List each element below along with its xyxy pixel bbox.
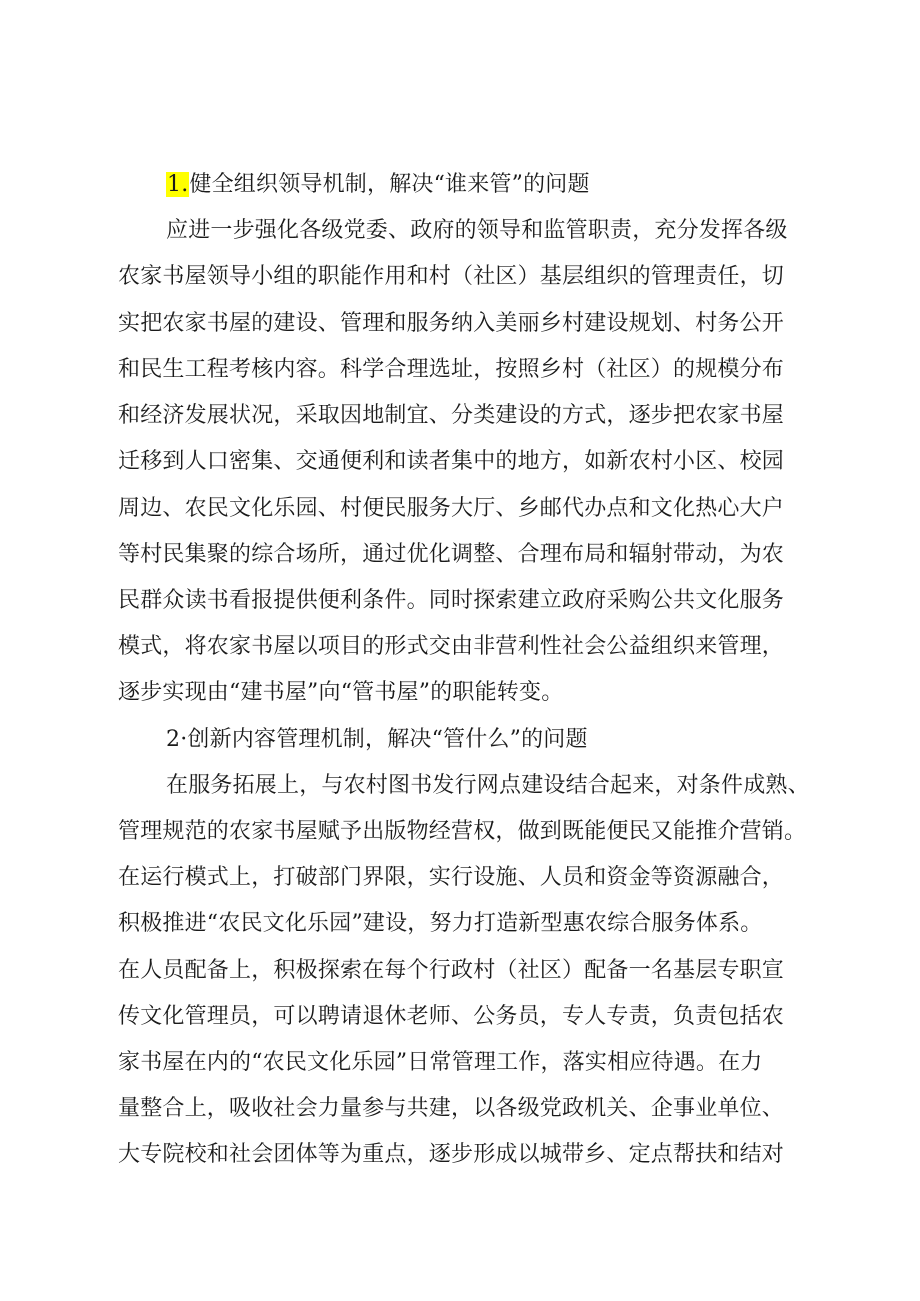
paragraph-line: 大专院校和社会团体等为重点，逐步形成以城带乡、定点帮扶和结对 <box>118 1142 785 1167</box>
paragraph-line: 管理规范的农家书屋赋予出版物经营权，做到既能便民又能推介营销。 <box>118 819 807 844</box>
paragraph-line: 在服务拓展上，与农村图书发行网点建设结合起来，对条件成熟、 <box>166 773 810 798</box>
paragraph-line: 传文化管理员，可以聘请退休老师、公务员，专人专责，负责包括农 <box>118 1004 785 1029</box>
section1-title: 健全组织领导机制，解决“谁来管”的问题 <box>189 172 590 197</box>
paragraph-line: 等村民集聚的综合场所，通过优化调整、合理布局和辐射带动，为农 <box>118 542 785 567</box>
paragraph-line: 家书屋在内的“农民文化乐园”日常管理工作，落实相应待遇。在力 <box>118 1050 763 1075</box>
paragraph-line: 逐步实现由“建书屋”向“管书屋”的职能转变。 <box>118 680 564 705</box>
section1-heading <box>166 170 866 200</box>
paragraph-line: 和民生工程考核内容。科学合理选址，按照乡村（社区）的规模分布 <box>118 357 785 382</box>
paragraph-line: 积极推进“农民文化乐园”建设，努力打造新型惠农综合服务体系。 <box>118 911 763 936</box>
paragraph-line: 量整合上，吸收社会力量参与共建，以各级党政机关、企事业单位、 <box>118 1096 785 1121</box>
paragraph-line: 周边、农民文化乐园、村便民服务大厅、乡邮代办点和文化热心大户 <box>118 496 785 521</box>
paragraph-line: 农家书屋领导小组的职能作用和村（社区）基层组织的管理责任，切 <box>118 264 785 289</box>
paragraph-line: 民群众读书看报提供便利条件。同时探索建立政府采购公共文化服务 <box>118 588 785 613</box>
paragraph-line: 迁移到人口密集、交通便利和读者集中的地方，如新农村小区、校园 <box>118 449 785 474</box>
paragraph-line: 实把农家书屋的建设、管理和服务纳入美丽乡村建设规划、村务公开 <box>118 311 785 336</box>
paragraph-line: 应进一步强化各级党委、政府的领导和监管职责，充分发挥各级 <box>166 218 788 243</box>
paragraph-line: 模式，将农家书屋以项目的形式交由非营利性社会公益组织来管理， <box>118 634 785 659</box>
paragraph-line: 和经济发展状况，采取因地制宜、分类建设的方式，逐步把农家书屋 <box>118 403 785 428</box>
section1-number: 1. <box>167 172 189 197</box>
paragraph-line: 在人员配备上，积极探索在每个行政村（社区）配备一名基层专职宣 <box>118 958 785 983</box>
paragraph-line: 在运行模式上，打破部门界限，实行设施、人员和资金等资源融合， <box>118 865 785 890</box>
section2-heading: 2·创新内容管理机制，解决“管什么”的问题 <box>166 727 588 752</box>
